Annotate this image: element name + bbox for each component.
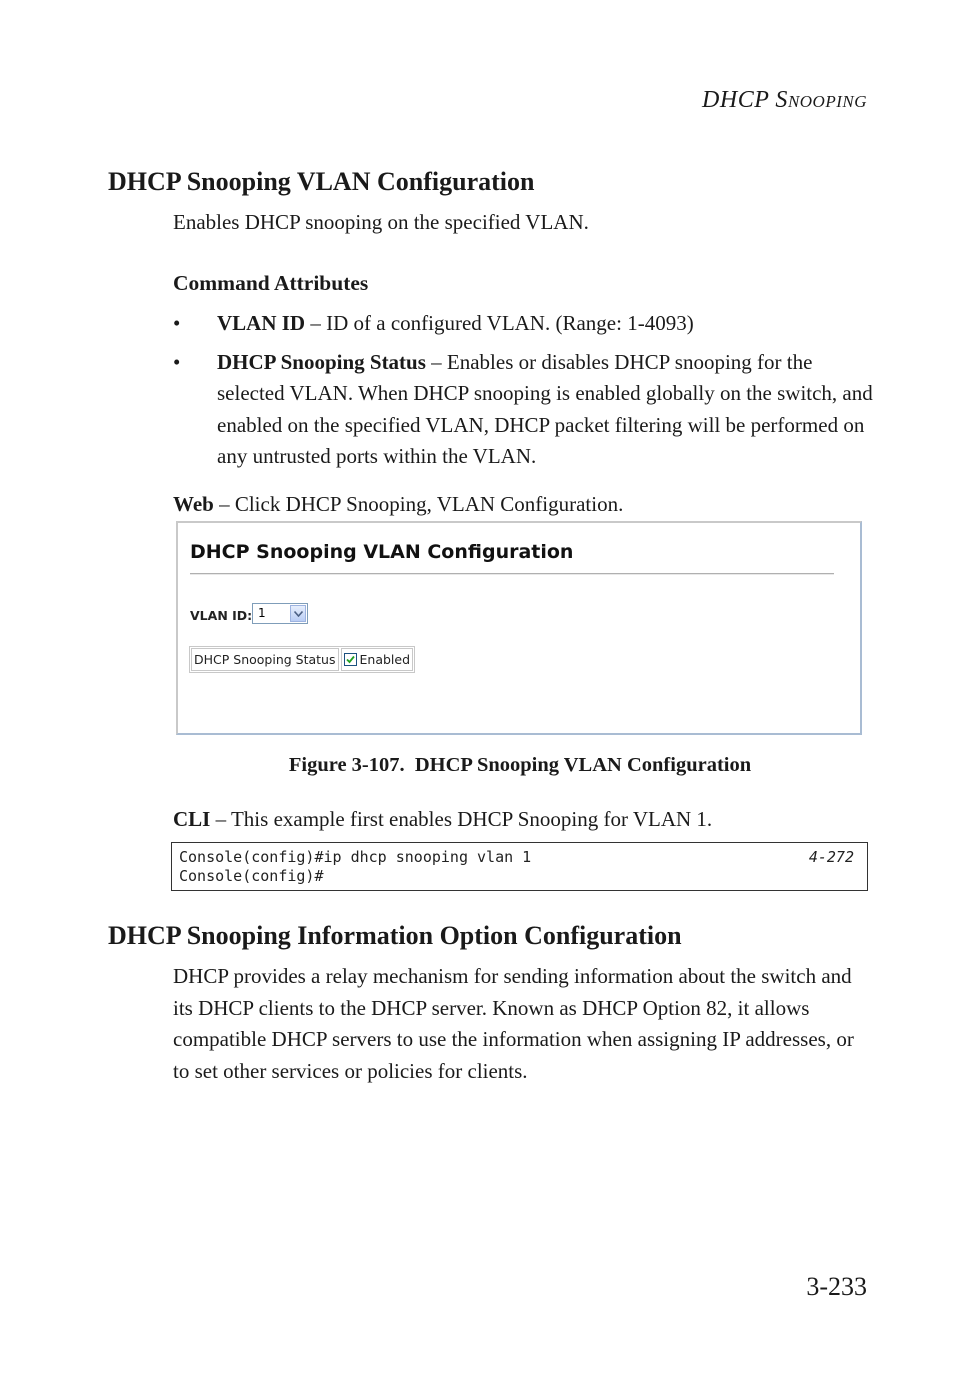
- command-attributes-heading: Command Attributes: [173, 271, 369, 295]
- bullet-icon: •: [173, 350, 181, 374]
- section-heading-vlan-config: DHCP Snooping VLAN Configuration: [108, 167, 535, 196]
- snooping-status-row: [189, 646, 415, 673]
- attribute-term: DHCP Snooping Status: [217, 350, 426, 374]
- web-text: – Click DHCP Snooping, VLAN Configuration.: [213, 492, 624, 516]
- cli-instruction: [173, 804, 873, 836]
- cli-label: CLI: [173, 807, 211, 831]
- figure-page-title: DHCP Snooping VLAN Configuration: [190, 541, 574, 563]
- section-intro: Enables DHCP snooping on the specified VLAN.: [173, 210, 589, 234]
- bullet-icon: •: [173, 311, 181, 335]
- running-head-smallcaps: NOOPING: [787, 92, 867, 111]
- code-reference: 4-272: [808, 848, 854, 866]
- enabled-cell: [341, 648, 414, 671]
- code-line-1: Console(config)#ip dhcp snooping vlan 1: [179, 848, 532, 866]
- enabled-checkbox[interactable]: [344, 653, 357, 666]
- web-label: Web: [173, 492, 214, 516]
- figure-caption: Figure 3-107. DHCP Snooping VLAN Configuration: [288, 754, 752, 776]
- snooping-status-label: DHCP Snooping Status: [191, 648, 339, 671]
- vlan-id-select[interactable]: [252, 603, 308, 624]
- section-heading-option-config: DHCP Snooping Information Option Configuration: [108, 921, 682, 950]
- screenshot-figure: [176, 521, 862, 735]
- attribute-description: – Enables or disables DHCP snooping for the selected VLAN. When DHCP snooping is enabled globally on the switch, and enabled on the specified VLAN, DHCP packet filtering will be performed on any untrusted ports within the VLAN.: [217, 350, 873, 468]
- running-head-main: DHCP S: [702, 87, 788, 113]
- section2-body: DHCP provides a relay mechanism for sending information about the switch and its DHCP clients to the DHCP server. Known as DHCP Option 82, it allows compatible DHCP servers to use the information when assigning IP addresses, or to set other services or policies for clients.: [173, 964, 854, 1083]
- running-head: [702, 87, 867, 114]
- figure-divider: [190, 573, 834, 575]
- attribute-description: – ID of a configured VLAN. (Range: 1-4093): [305, 311, 694, 335]
- attribute-term: VLAN ID: [217, 311, 306, 335]
- enabled-label: Enabled: [359, 652, 411, 667]
- code-line-2: Console(config)#: [179, 867, 324, 885]
- attribute-item-vlan-id: [173, 308, 873, 339]
- chevron-down-icon[interactable]: [290, 605, 306, 622]
- attribute-item-snooping-status: [173, 347, 873, 472]
- web-instruction: [173, 489, 873, 521]
- vlan-id-value: 1: [258, 606, 266, 620]
- code-block: [171, 842, 868, 891]
- vlan-id-label: VLAN ID:: [190, 608, 253, 623]
- page-number: 3-233: [806, 1272, 867, 1301]
- cli-text: – This example first enables DHCP Snooping for VLAN 1.: [210, 807, 713, 831]
